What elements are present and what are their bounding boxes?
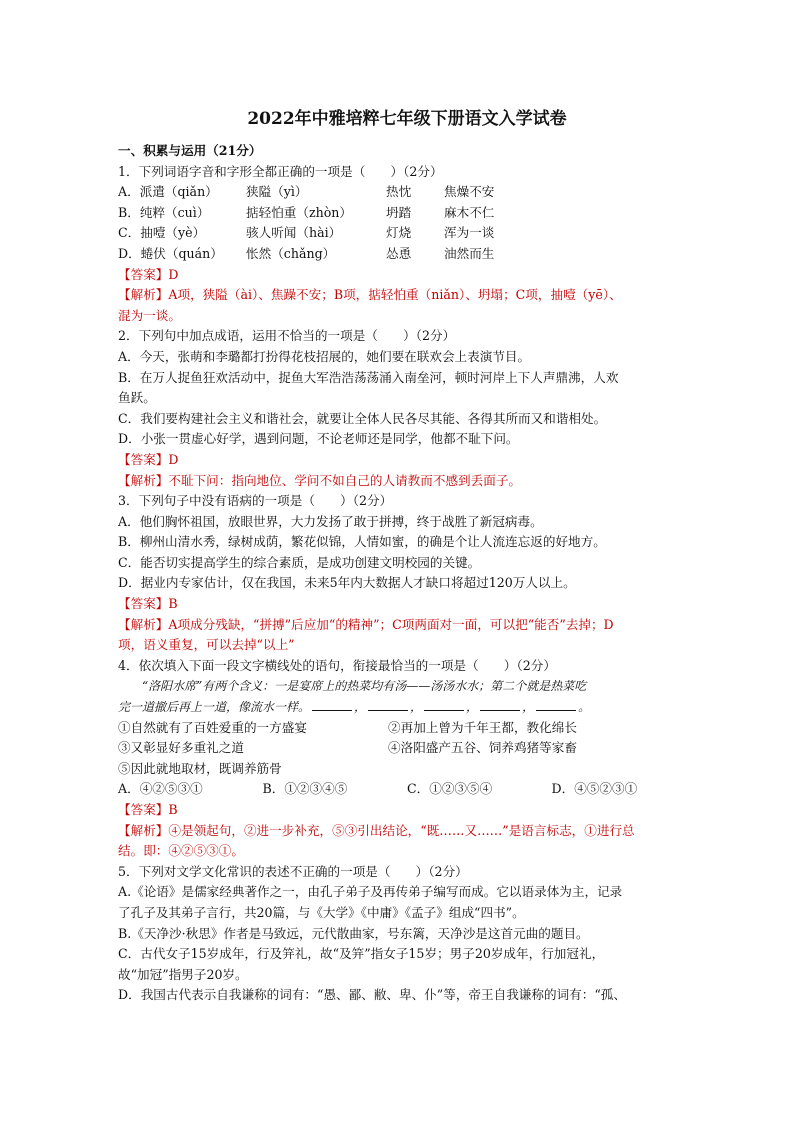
choice: C．①②③⑤④ [407, 781, 493, 797]
question-5-option-c: C．古代女子15岁成年，行及笄礼，故“及笄”指女子15岁；男子20岁成年，行加冠礼， [118, 946, 605, 962]
answer-tag: 【答案】 [118, 451, 169, 467]
fill-blank [368, 698, 408, 711]
question-4-sentences-row-2 [118, 738, 696, 759]
question-5-option-a-cont: 了孔子及其弟子言行，共20篇，与《大学》《中庸》《孟子》组成“四书”。 [118, 904, 525, 920]
question-1-option-a [118, 182, 696, 203]
option-cell: 掂轻怕重（zhòn） [246, 204, 353, 220]
question-2-option-a: A．今天，张萌和李璐都打扮得花枝招展的，她们要在联欢会上表演节目。 [118, 348, 531, 364]
question-5-stem: 5．下列对文学文化常识的表述不正确的一项是（ ）（2分） [118, 863, 468, 879]
option-cell: 油然而生 [444, 245, 495, 261]
option-cell: 骇人听闻（hài） [246, 225, 342, 241]
sentence-option: ②再加上曾为千年王都，教化绵长 [388, 719, 577, 735]
question-1-analysis-cont: 混为一谈。 [118, 307, 181, 323]
option-cell: C．抽噎（yè） [118, 225, 206, 241]
question-3-option-d: D．据业内专家估计，仅在我国，未来5年内大数据人才缺口将超过120万人以上。 [118, 575, 576, 591]
question-1-option-b [118, 203, 696, 224]
analysis-tag: 【解析】 [118, 822, 169, 838]
analysis-tag: 【解析】 [118, 472, 169, 488]
question-5-option-d: D．我国古代表示自我谦称的词有：“愚、鄙、敝、卑、仆”等，帝王自我谦称的词有：“孤、 [118, 987, 626, 1003]
question-2-option-d: D．小张一贯虚心好学，遇到问题，不论老师还是同学，他都不耻下问。 [118, 431, 519, 447]
choice: D．④⑤②③① [551, 781, 638, 797]
analysis-tag: 【解析】 [118, 287, 169, 303]
answer-value: D [168, 266, 179, 282]
analysis-text: 不耻下问：指向地位、学问不如自己的人请教而不感到丢面子。 [168, 472, 521, 488]
question-3-option-b: B．柳州山清水秀，绿树成荫，繁花似锦，人情如蜜，的确是个让人流连忘返的好地方。 [118, 534, 606, 550]
question-4-passage: “洛阳水席”有两个含义：一是宴席上的热菜均有汤——汤汤水水；第二个就是热菜吃 [142, 679, 587, 694]
question-5-option-c-cont: 故“加冠”指男子20岁。 [118, 966, 248, 982]
option-cell: 焦燥不安 [444, 184, 495, 200]
choice: B．①②③④⑤ [262, 781, 348, 797]
passage-end: 。 [578, 700, 591, 715]
analysis-text: A项，狭隘（ài）、焦躁不安；B项，掂轻怕重（niǎn）、坍塌；C项，抽噎（yē）、 [168, 287, 622, 303]
question-4-analysis [118, 821, 696, 842]
question-3-analysis [118, 615, 696, 636]
question-1-answer [118, 265, 696, 286]
question-3-stem: 3．下列句子中没有语病的一项是（ ）（2分） [118, 493, 393, 509]
sentence-option: ④洛阳盛产五谷、饲养鸡猪等家畜 [388, 740, 577, 756]
question-2-option-b: B．在万人捉鱼狂欢活动中，捉鱼大军浩浩荡荡涌入南垒河，顿时河岸上下人声鼎沸，人欢 [118, 369, 619, 385]
question-1-analysis [118, 285, 696, 306]
option-cell: 怅然（chǎng） [246, 245, 336, 261]
option-cell: 麻木不仁 [444, 204, 495, 220]
question-4-stem: 4．依次填入下面一段文字横线处的语句，衔接最恰当的一项是（ ）（2分） [118, 657, 556, 673]
question-4-sentence-5: ⑤因此就地取材，既调养筋骨 [118, 760, 282, 776]
passage-text: 完一道撤后再上一道，像流水一样。 [118, 700, 311, 715]
sentence-option: ①自然就有了百姓爱重的一方盛宴 [118, 719, 307, 735]
question-4-answer [118, 800, 696, 821]
question-5-option-a: A.《论语》是儒家经典著作之一，由孔子弟子及再传弟子编写而成。它以语录体为主，记录 [118, 884, 623, 900]
question-3-option-a: A．他们胸怀祖国，放眼世界，大力发扬了敢于拼搏，终于战胜了新冠病毒。 [118, 513, 543, 529]
fill-blank [424, 698, 464, 711]
question-2-answer [118, 450, 696, 471]
option-cell: 浑为一谈 [444, 225, 495, 241]
answer-value: B [168, 596, 178, 612]
answer-tag: 【答案】 [118, 802, 169, 817]
question-3-answer [118, 594, 696, 615]
option-cell: 狭隘（yì） [246, 184, 308, 200]
option-cell: 坍踏 [386, 204, 412, 220]
question-1-option-c [118, 223, 696, 244]
question-2-option-c: C．我们要构建社会主义和谐社会，就要让全体人民各尽其能、各得其所而又和谐相处。 [118, 410, 607, 426]
question-4-analysis-cont: 结。即：④②⑤③①。 [118, 843, 244, 859]
question-4-passage-cont: 完一道撤后再上一道，像流水一样。 ， ， ， ， 。 [118, 700, 591, 715]
choice: A．④②⑤③① [118, 781, 203, 797]
question-1-stem: 1．下列词语字音和字形全都正确的一项是（ ）（2分） [118, 163, 443, 179]
option-cell: A．派遣（qiǎn） [118, 184, 218, 200]
option-cell: 怂恿 [386, 245, 412, 261]
analysis-text: A项成分残缺，“拼搏”后应加“的精神”；C项两面对一面，可以把“能否”去掉；D [168, 616, 614, 632]
option-cell: 热忱 [386, 184, 412, 200]
question-5-option-b: B.《天净沙·秋思》作者是马致远，元代散曲家，号东篱，天净沙是这首元曲的题目。 [118, 925, 589, 941]
analysis-tag: 【解析】 [118, 616, 169, 632]
option-cell: B．纯粹（cuì） [118, 204, 210, 220]
option-cell: 灯烧 [386, 225, 412, 241]
section-heading: 一、积累与运用（21分） [118, 143, 262, 158]
question-4-sentences-row-1 [118, 718, 696, 739]
answer-value: D [168, 451, 179, 467]
sentence-option: ③又彰显好多重礼之道 [118, 740, 244, 756]
analysis-text: ④是领起句，②进一步补充，⑤③引出结论，“既……又……”是语言标志，①进行总 [168, 822, 635, 838]
exam-page [118, 100, 696, 1006]
fill-blank [480, 698, 520, 711]
answer-tag: 【答案】 [118, 266, 169, 282]
question-2-stem: 2．下列句中加点成语，运用不恰当的一项是（ ）（2分） [118, 328, 456, 344]
exam-title: 2022年中雅培粹七年级下册语文入学试卷 [247, 109, 567, 129]
question-4-choices [118, 779, 696, 800]
fill-blank [536, 698, 576, 711]
question-2-option-b-cont: 鱼跃。 [118, 390, 156, 406]
question-1-option-d [118, 244, 696, 265]
answer-value: B [168, 802, 178, 817]
answer-tag: 【答案】 [118, 596, 169, 612]
option-cell: D．蜷伏（quán） [118, 245, 223, 261]
fill-blank [312, 698, 352, 711]
question-2-analysis [118, 471, 696, 492]
question-3-option-c: C．能否切实提高学生的综合素质，是成功创建文明校园的关键。 [118, 554, 481, 570]
question-3-analysis-cont: 项，语义重复，可以去掉“以上” [118, 637, 295, 653]
